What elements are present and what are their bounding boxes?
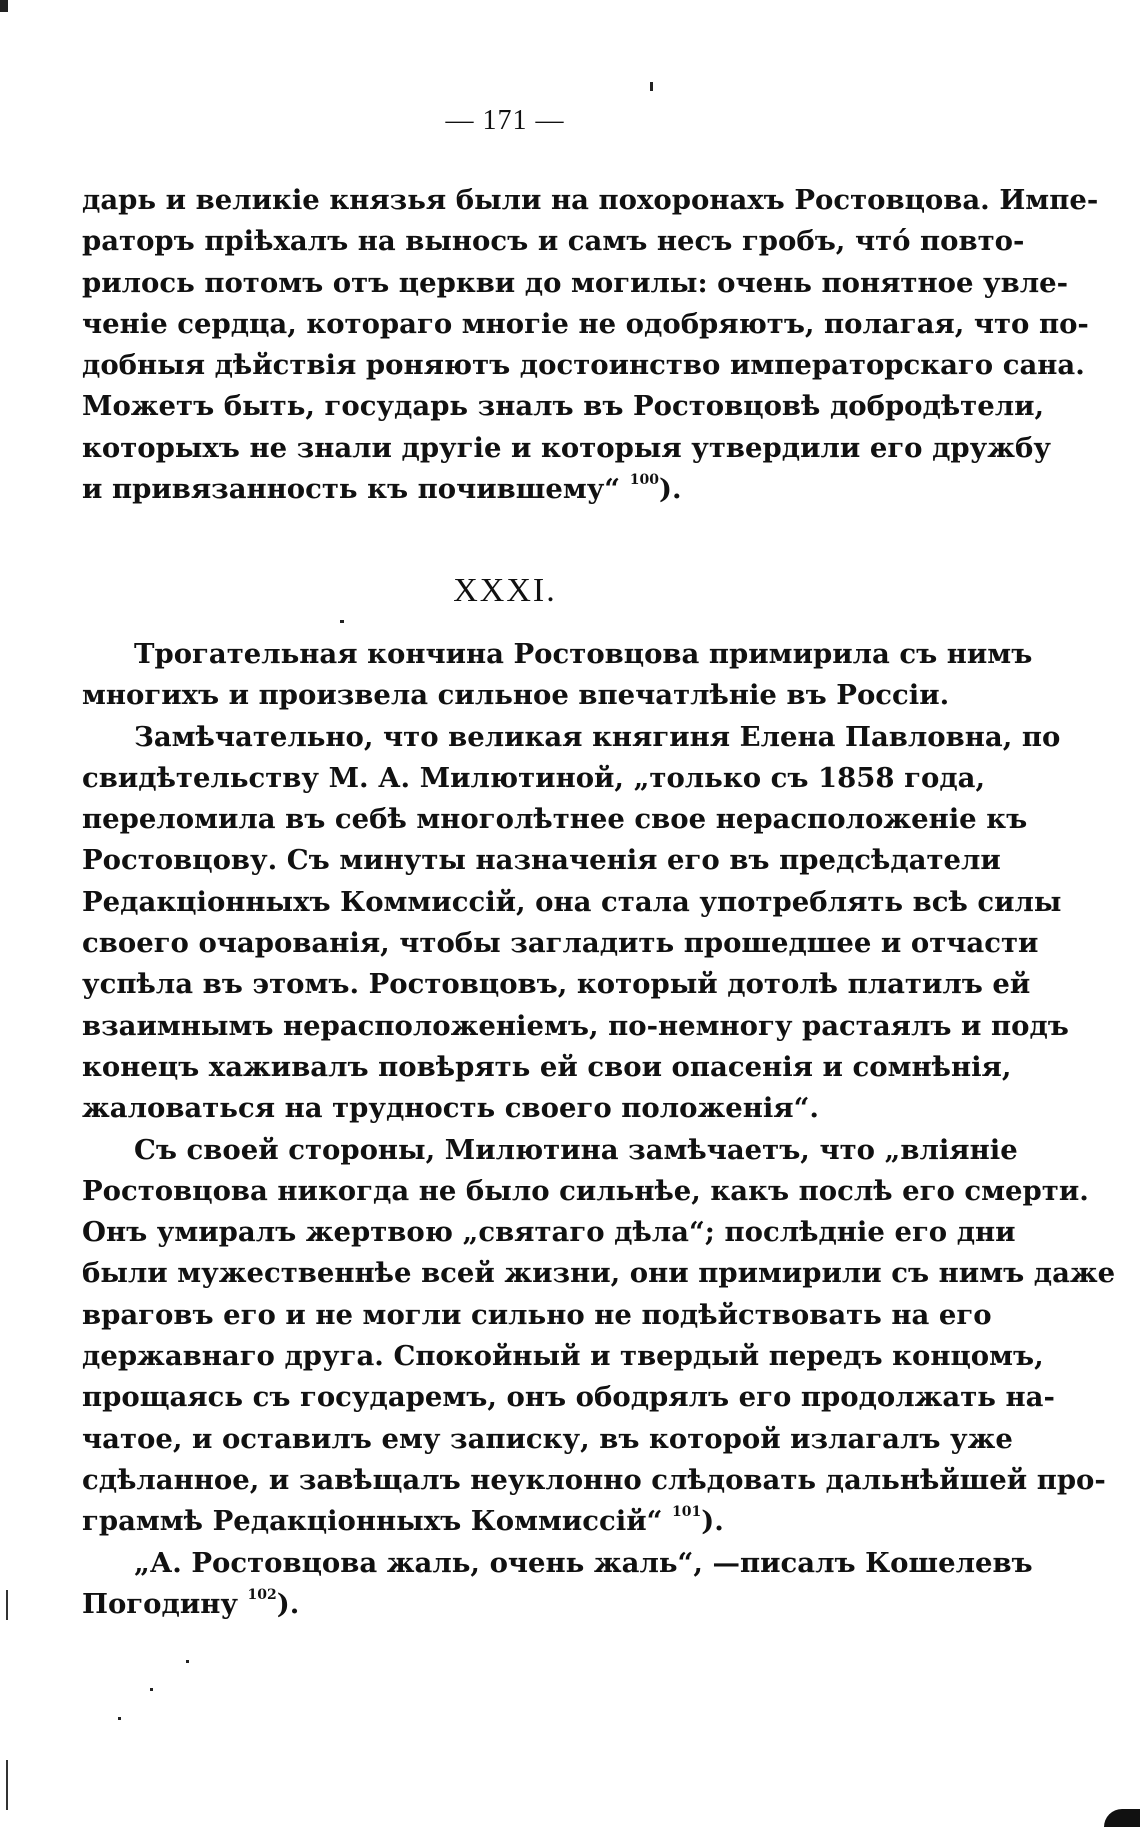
text-line (82, 1584, 934, 1625)
text-line: дарь и великіе князья были на похоронахъ Ростовцова. Импе- (82, 184, 1099, 216)
text-line: успѣла въ этомъ. Ростовцовъ, который дотолѣ платилъ ей (82, 968, 1031, 1001)
text-line: переломила въ себѣ многолѣтнее свое нерасположеніе къ (82, 803, 1028, 836)
text-line: многихъ и произвела сильное впечатлѣніе въ Россіи. (82, 679, 950, 712)
text-line: которыхъ не знали другіе и которыя утвердили его дружбу (82, 431, 1051, 464)
text-line: своего очарованія, чтобы загладить прошедшее и отчасти (82, 927, 1039, 960)
text-line: Замѣчательно, что великая княгиня Елена Павловна, по (134, 720, 1061, 753)
text-line: были мужественнѣе всей жизни, они примирили съ нимъ даже (82, 1257, 1116, 1290)
text-line: жаловаться на трудность своего положенія“. (82, 1092, 820, 1125)
text-block-main (82, 634, 1116, 1625)
text-line: Трогательная кончина Ростовцова примирила съ нимъ (134, 638, 1033, 670)
scan-artifact (150, 1688, 153, 1691)
footnote-ref: 100 (629, 472, 659, 489)
page-number: — 171 — (445, 105, 565, 136)
scan-artifact (118, 1717, 121, 1720)
text-block-top (82, 180, 1099, 510)
text-line: ченіе сердца, котораго многіе не одобряютъ, полагая, что по- (82, 307, 1089, 340)
text-fragment: и привязанность къ почившему“ (82, 473, 621, 506)
scan-artifact (0, 0, 8, 12)
text-line: державнаго друга. Спокойный и твердый передъ концомъ, (82, 1340, 1044, 1373)
text-fragment: ). (701, 1505, 724, 1538)
text-line: прощаясь съ государемъ, онъ ободрялъ его продолжать на- (82, 1381, 1055, 1414)
text-line: взаимнымъ нерасположеніемъ, по-немногу растаялъ и подъ (82, 1009, 1069, 1042)
text-line: Редакціонныхъ Коммиссій, она стала употреблять всѣ силы (82, 885, 1062, 918)
section-title: XXXI. (453, 572, 557, 609)
scan-artifact (186, 1660, 189, 1663)
scan-artifact (1104, 1809, 1140, 1827)
text-line: сдѣланное, и завѣщалъ неуклонно слѣдовать дальнѣйшей про- (82, 1463, 1106, 1496)
text-line: рилось потомъ отъ церкви до могилы: очень понятное увле- (82, 266, 1069, 299)
text-line: конецъ хаживалъ повѣрять ей свои опасенія и сомнѣнія, (82, 1050, 1012, 1083)
text-line: добныя дѣйствія роняютъ достоинство императорскаго сана. (82, 349, 1085, 382)
text-line: Ростовцову. Съ минуты назначенія его въ предсѣдатели (82, 844, 1001, 877)
text-fragment: ). (658, 473, 682, 506)
text-line (82, 469, 934, 510)
text-fragment: ). (276, 1587, 300, 1620)
text-line: Онъ умиралъ жертвою „святаго дѣла“; послѣдніе его дни (82, 1216, 1016, 1249)
scan-artifact (650, 82, 653, 91)
text-line: Можетъ быть, государь зналъ въ Ростовцовѣ добродѣтели, (82, 390, 1045, 423)
text-line: Ростовцова никогда не было сильнѣе, какъ послѣ его смерти. (82, 1174, 1089, 1207)
footnote-ref: 101 (672, 1504, 702, 1521)
text-line: свидѣтельству М. А. Милютиной, „только съ 1858 года, (82, 761, 986, 794)
text-fragment: граммѣ Редакціонныхъ Коммиссій“ (82, 1505, 663, 1538)
scan-artifact (6, 1590, 8, 1620)
text-line: чатое, и оставилъ ему записку, въ которой излагалъ уже (82, 1422, 1013, 1455)
text-line: раторъ пріѣхалъ на выносъ и самъ несъ гробъ, что́ повто- (82, 225, 1025, 258)
scan-artifact (340, 620, 344, 623)
text-fragment: Погодину (82, 1587, 238, 1620)
text-line (82, 1501, 934, 1542)
text-line: враговъ его и не могли сильно не подѣйствовать на его (82, 1298, 992, 1331)
footnote-ref: 102 (247, 1586, 277, 1603)
scan-artifact (6, 1760, 8, 1810)
text-line: Съ своей стороны, Милютина замѣчаетъ, что „вліяніе (134, 1133, 1018, 1166)
text-line: „А. Ростовцова жаль, очень жаль“, —писалъ Кошелевъ (134, 1546, 1033, 1579)
